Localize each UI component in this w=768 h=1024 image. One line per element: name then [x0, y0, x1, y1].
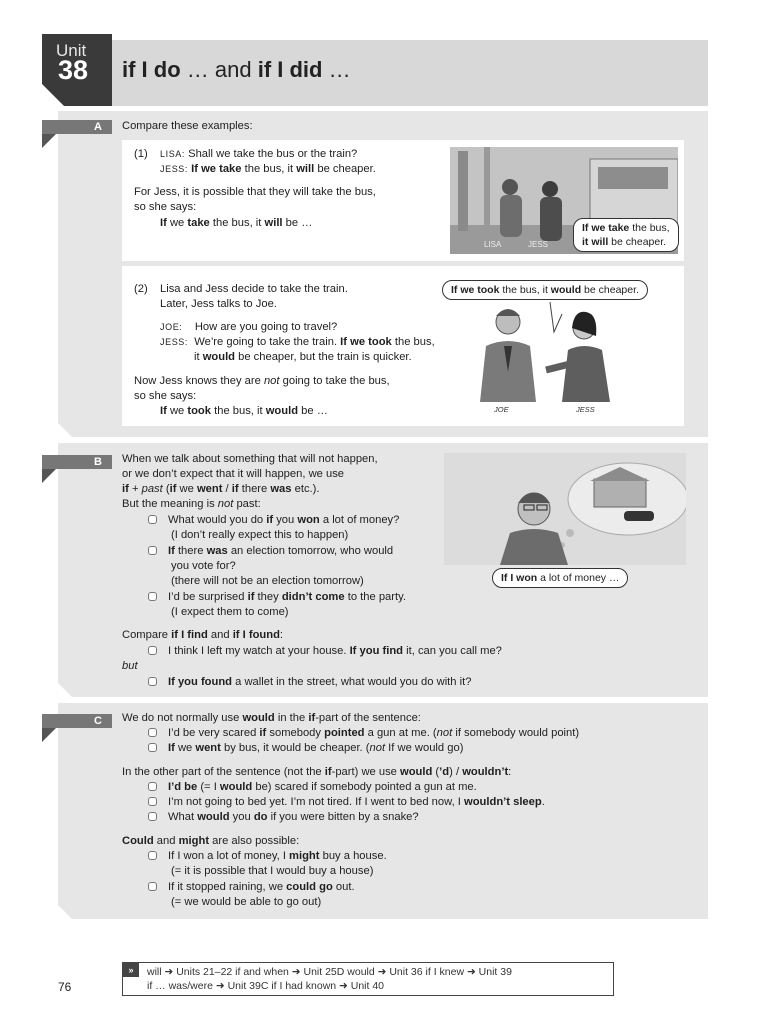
section-c-b3: What would you do if you were bitten by a snake?: [148, 810, 419, 825]
section-b-line-2: or we don’t expect that it will happen, we use: [122, 468, 345, 480]
ex2-number: (2): [134, 283, 148, 295]
section-c-c1: If I won a lot of money, I might buy a house.: [148, 849, 387, 864]
page-number: 76: [58, 980, 72, 994]
ex2-now-line-2: so she says:: [134, 390, 197, 402]
bullet-icon: [148, 797, 157, 806]
section-b-line-3: if + past (if we went / if there was etc.).: [122, 483, 320, 495]
ex1-number: (1): [134, 148, 148, 160]
caption-joe: JOE: [494, 405, 509, 414]
unit-corner-notch: [42, 84, 64, 106]
section-tab-c: C: [42, 714, 112, 728]
ex1-lisa-line: LISA: Shall we take the bus or the train?: [160, 148, 358, 160]
section-b-bullet-3: I’d be surprised if they didn’t come to the party.: [148, 590, 406, 605]
section-b-bullet-3-note: (I expect them to come): [171, 606, 289, 618]
bullet-icon: [148, 592, 157, 601]
title-band: [112, 40, 708, 106]
section-b-bullet-1-note: (I don’t really expect this to happen): [171, 529, 349, 541]
ex2-line-2: Later, Jess talks to Joe.: [160, 298, 277, 310]
tab-notch-b: [42, 469, 56, 483]
speech-bubble-won-money: If I won a lot of money …: [492, 568, 628, 588]
unit-number: 38: [58, 55, 89, 85]
section-b-bullet-1: What would you do if you won a lot of money?: [148, 513, 399, 528]
bullet-icon: [148, 882, 157, 891]
dream-house-drawing: [444, 453, 686, 565]
section-b-corner: [58, 683, 72, 697]
bullet-icon: [148, 728, 157, 737]
dream-house-illustration: [444, 453, 686, 565]
caption-jess-1: JESS: [528, 240, 549, 249]
section-b-but: but: [122, 660, 138, 672]
cross-reference-box: [122, 962, 614, 996]
bullet-icon: [148, 646, 157, 655]
section-b-line-4: But the meaning is not past:: [122, 498, 261, 510]
section-c-c2: If it stopped raining, we could go out.: [148, 880, 355, 895]
section-b-bullet-2-note: (there will not be an election tomorrow): [171, 575, 364, 587]
speech-bubble-take-bus: If we take the bus, it will be cheaper.: [573, 218, 679, 252]
bullet-icon: [148, 515, 157, 524]
section-b-bullet-2: If there was an election tomorrow, who would: [148, 544, 393, 559]
unit-title: if I do … and if I did …: [122, 57, 351, 82]
bullet-icon: [148, 546, 157, 555]
ex1-explain-1: For Jess, it is possible that they will take the bus,: [134, 186, 376, 198]
cross-reference-line-2[interactable]: if … was/were ➜ Unit 39C if I had known ➜ Unit 40: [147, 980, 385, 992]
section-c-line-3: Could and might are also possible:: [122, 835, 300, 847]
ex2-joe-line: JOE: How are you going to travel?: [160, 321, 338, 333]
section-c-line-2: In the other part of the sentence (not the if-part) we use would (’d) / wouldn’t:: [122, 766, 512, 778]
bullet-icon: [148, 812, 157, 821]
section-b-compare-2: If you found a wallet in the street, what would you do with it?: [148, 675, 471, 690]
ex2-now-line-1: Now Jess knows they are not going to take the bus,: [134, 375, 390, 387]
section-tab-a: A: [42, 120, 112, 134]
section-a-corner: [58, 423, 72, 437]
section-c-corner: [58, 905, 72, 919]
unit-label: Unit: [56, 41, 87, 60]
section-c-a1: I’d be very scared if somebody pointed a gun at me. (not if somebody would point): [148, 726, 579, 741]
bullet-icon: [148, 782, 157, 791]
speech-bubble-took-bus: If we took the bus, it would be cheaper.: [442, 280, 648, 300]
section-c-line-1: We do not normally use would in the if-part of the sentence:: [122, 712, 421, 724]
section-b-compare: Compare if I find and if I found:: [122, 629, 284, 641]
section-c-c2-note: (= we would be able to go out): [171, 896, 322, 908]
caption-jess-2: JESS: [576, 405, 595, 414]
section-tab-b: B: [42, 455, 112, 469]
section-b-bullet-2-cont: you vote for?: [171, 560, 236, 572]
ex2-says-line: If we took the bus, it would be …: [160, 405, 328, 417]
section-c-c1-note: (= it is possible that I would buy a house): [171, 865, 374, 877]
bullet-icon: [148, 743, 157, 752]
double-arrow-icon: »: [123, 963, 139, 977]
ex1-explain-2: so she says:: [134, 201, 197, 213]
ex2-jess-line-2: it would be cheaper, but the train is quicker.: [194, 351, 412, 363]
ex2-line-1: Lisa and Jess decide to take the train.: [160, 283, 348, 295]
joe-jess-illustration: [462, 302, 632, 414]
bullet-icon: [148, 851, 157, 860]
bullet-icon: [148, 677, 157, 686]
ex1-jess-line: JESS: If we take the bus, it will be cheaper.: [160, 163, 376, 175]
joe-jess-drawing: [462, 302, 632, 414]
section-c-a2: If we went by bus, it would be cheaper. (not If we would go): [148, 741, 463, 756]
ex2-jess-line-1: JESS: We’re going to take the train. If we took the bus,: [160, 336, 435, 348]
section-c-b1: I’d be (= I would be) scared if somebody pointed a gun at me.: [148, 780, 477, 795]
section-b-line-1: When we talk about something that will not happen,: [122, 453, 378, 465]
ex1-says-line: If we take the bus, it will be …: [160, 217, 313, 229]
section-a-intro: Compare these examples:: [122, 120, 253, 132]
section-c-b2: I’m not going to bed yet. I’m not tired. If I went to bed now, I wouldn’t sleep.: [148, 795, 545, 810]
tab-notch-a: [42, 134, 56, 148]
caption-lisa: LISA: [484, 240, 502, 249]
tab-notch-c: [42, 728, 56, 742]
cross-reference-line-1[interactable]: will ➜ Units 21–22 if and when ➜ Unit 25D would ➜ Unit 36 if I knew ➜ Unit 39: [147, 966, 512, 978]
section-b-compare-1: I think I left my watch at your house. If you find it, can you call me?: [148, 644, 502, 659]
